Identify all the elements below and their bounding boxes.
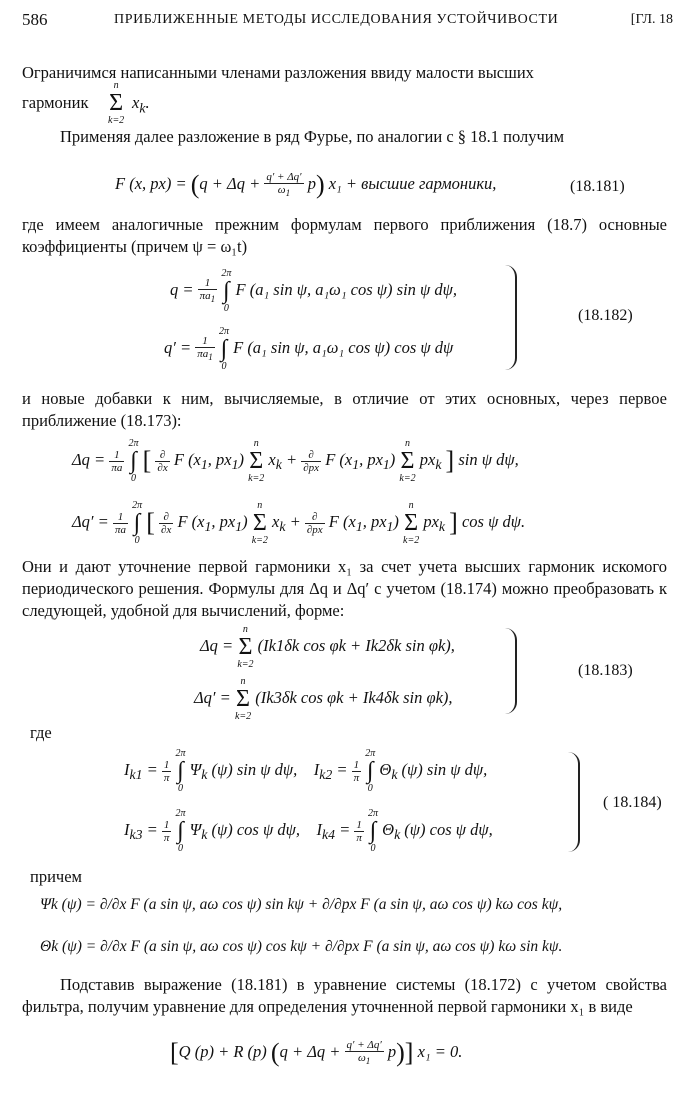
- paragraph-2: Применяя далее разложение в ряд Фурье, по аналогии с § 18.1 получим: [60, 127, 565, 146]
- paragraph-6: где: [30, 723, 52, 742]
- chapter-label: [ГЛ. 18: [630, 12, 673, 27]
- equation-theta: Θk (ψ) = ∂/∂x F (a sin ψ, aω cos ψ) cos kψ + ∂/∂px F (a sin ψ, aω cos ψ) kω sin kψ.: [40, 938, 563, 955]
- equation-final: [Q (p) + R (p) (q + Δq + $\frac{q' + \Delta q'}{\omega_1}$ p)] x₁ = 0.: [170, 1038, 463, 1067]
- right-brace: [505, 628, 517, 714]
- paragraph-8: Подставив выражение (18.181) в уравнение системы (18.172) с учетом свойства фильтра, получим уравнение для определения уточненной первой гармоники x₁ в виде: [22, 975, 667, 1016]
- paragraph-text: гармоник: [22, 93, 89, 112]
- paragraph-5: Они и дают уточнение первой гармоники x₁ за счет учета высших гармоник искомого периодического решения. Формулы для Δq и Δq′ с учетом (18.174) можно преобразовать к следующей, удобной для вычислений, форме:: [22, 557, 667, 620]
- paragraph-1-cont: [22, 80, 667, 126]
- equation-body: F (a₁ sin ψ, a₁ω₁ cos ψ) sin ψ dψ,: [235, 279, 458, 299]
- right-brace: [505, 265, 517, 370]
- paragraph-7: причем: [30, 867, 82, 886]
- sum-term: $x_k$.: [132, 93, 150, 116]
- equation-delta-q-prime: Δq′ = $\frac{1}{\pi a}$ 2π ∫ 0 [ $\frac{\partial}{\partial x}$ F ($x_1$, $px_1$) n Σ k=2 $x_k$ + $\frac{\partial}{\partial px}$ F ($x_1$, $px_1$) n Σ k=2 $px_k$ ] cos ψ dψ.: [72, 500, 526, 546]
- equation-lhs: F (x, px) =: [115, 173, 187, 193]
- equation-18-184-b: $I_{k3}$ = $\frac{1}{\pi}$ 2π ∫ 0 $\Psi_k$ (ψ) cos ψ dψ, $I_{k4}$ = $\frac{1}{\pi}$ 2π ∫ 0 $\Theta_k$ (ψ) cos ψ dψ,: [124, 808, 493, 854]
- running-header: [22, 10, 673, 34]
- equation-18-184-a: $I_{k1}$ = $\frac{1}{\pi}$ 2π ∫ 0 $\Psi_k$ (ψ) sin ψ dψ, $I_{k2}$ = $\frac{1}{\pi}$ 2π ∫ 0 $\Theta_k$ (ψ) sin ψ dψ,: [124, 748, 488, 794]
- right-brace: [568, 752, 580, 852]
- equation-body: (Ik3δk cos φk + Ik4δk sin φk),: [255, 687, 453, 707]
- page-number: 586: [22, 10, 48, 29]
- equation-number: ( 18.184): [603, 794, 662, 811]
- equation-number: (18.182): [578, 307, 633, 324]
- running-title: ПРИБЛИЖЕННЫЕ МЕТОДЫ ИССЛЕДОВАНИЯ УСТОЙЧИВОСТИ: [114, 12, 559, 27]
- equation-delta-q: Δq = $\frac{1}{\pi a}$ 2π ∫ 0 [ $\frac{\partial}{\partial x}$ F ($x_1$, $px_1$) n Σ k=2 $x_k$ + $\frac{\partial}{\partial px}$ F ($x_1$, $px_1$) n Σ k=2 $px_k$ ] sin ψ dψ,: [72, 438, 519, 484]
- equation-18-182-qp: q′ = $\frac{1}{\pi a_1}$ 2π ∫ 0 F (a₁ sin ψ, a₁ω₁ cos ψ) cos ψ dψ: [164, 326, 454, 372]
- paragraph-4: и новые добавки к ним, вычисляемые, в отличие от этих основных, через первое приближение (18.173):: [22, 389, 667, 430]
- equation-18-183-b: Δq′ = n Σ k=2 (Ik3δk cos φk + Ik4δk sin φk),: [194, 676, 453, 722]
- equation-result: x₁ = 0.: [417, 1041, 463, 1061]
- equation-18-181: F (x, px) = (q + Δq + $\frac{q' + \Delta q'}{\omega_1}$ p) x₁ + высшие гармоники,: [115, 170, 497, 199]
- equation-number: (18.183): [578, 662, 633, 679]
- sum-symbol: n Σ k=2: [108, 80, 125, 126]
- paragraph-text: Ограничимся написанными членами разложения ввиду малости высших: [22, 63, 534, 82]
- equation-18-183-a: Δq = n Σ k=2 (Ik1δk cos φk + Ik2δk sin φk),: [200, 624, 455, 670]
- equation-body: F (a₁ sin ψ, a₁ω₁ cos ψ) cos ψ dψ: [233, 337, 454, 357]
- paragraph-3: где имеем аналогичные прежним формулам первого приближения (18.7) основные коэффициенты (причем ψ = ω₁t): [22, 215, 667, 256]
- equation-number: (18.181): [570, 178, 625, 195]
- equation-rhs: x₁ + высшие гармоники,: [328, 173, 497, 193]
- equation-body: (Ik1δk cos φk + Ik2δk sin φk),: [257, 635, 455, 655]
- equation-18-182-q: q = $\frac{1}{\pi a_1}$ 2π ∫ 0 F (a₁ sin ψ, a₁ω₁ cos ψ) sin ψ dψ,: [170, 268, 458, 314]
- equation-psi: Ψk (ψ) = ∂/∂x F (a sin ψ, aω cos ψ) sin kψ + ∂/∂px F (a sin ψ, aω cos ψ) kω cos kψ,: [40, 896, 563, 913]
